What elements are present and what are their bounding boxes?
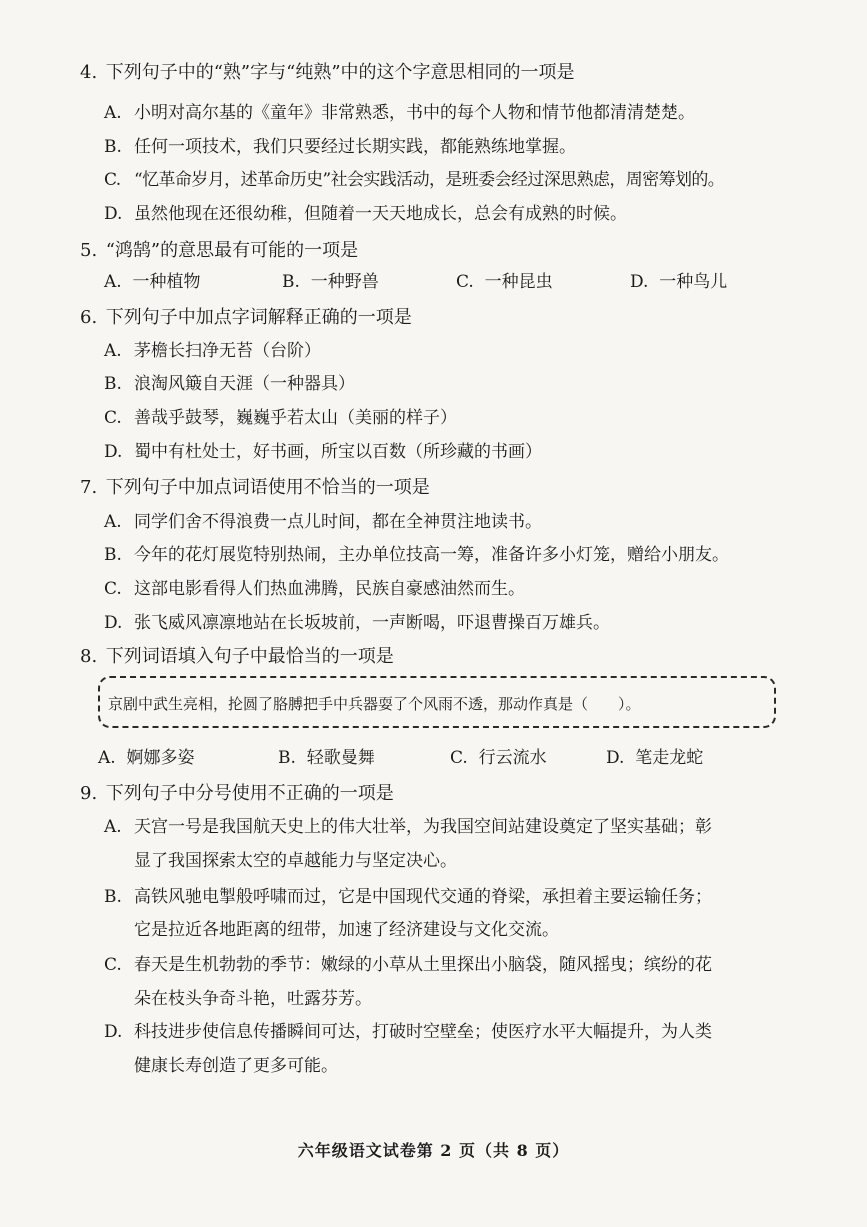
question-4-stem	[80, 60, 800, 86]
question-text: 下列句子中的“熟”字与“纯熟”中的这个字意思相同的一项是	[105, 62, 575, 83]
q8-option-d: D. 笔走龙蛇	[606, 748, 704, 768]
q5-option-d: D. 一种鸟儿	[630, 272, 728, 292]
q6-option-c: C. 善哉乎鼓琴，巍巍乎若太山（美丽的样子）	[104, 408, 457, 428]
q7-option-a: A. 同学们舍不得浪费一点儿时间，都在全神贯注地读书。	[104, 512, 542, 532]
q8-option-c: C. 行云流水	[450, 748, 547, 768]
question-number: 8.	[80, 646, 98, 667]
q9-option-c-line1: C. 春天是生机勃勃的季节：嫩绿的小草从土里探出小脑袋，随风摇曳；缤纷的花	[104, 955, 712, 975]
q5-option-b: B. 一种野兽	[282, 272, 379, 292]
question-text: 下列词语填入句子中最恰当的一项是	[105, 646, 394, 667]
question-9-stem	[80, 781, 800, 807]
q5-option-c: C. 一种昆虫	[456, 272, 553, 292]
q9-option-d-line2: 健康长寿创造了更多可能。	[134, 1056, 338, 1076]
page-footer: 六年级语文试卷第 2 页（共 8 页）	[297, 1141, 570, 1160]
q8-option-b: B. 轻歌曼舞	[278, 748, 375, 768]
q4-option-b: B. 任何一项技术，我们只要经过长期实践，都能熟练地掌握。	[104, 137, 576, 157]
q6-option-a: A. 茅檐长扫净无苔（台阶）	[104, 341, 321, 361]
q6-option-b: B. 浪淘风簸自天涯（一种器具）	[104, 374, 355, 394]
question-text: “鸿鹄”的意思最有可能的一项是	[105, 240, 359, 261]
q9-option-a-line1: A. 天宫一号是我国航天史上的伟大壮举，为我国空间站建设奠定了坚实基础；彰	[104, 817, 712, 837]
question-text: 下列句子中加点词语使用不恰当的一项是	[105, 477, 430, 498]
q7-option-c: C. 这部电影看得人们热血沸腾，民族自豪感油然而生。	[104, 579, 525, 599]
q6-option-d: D. 蜀中有杜处士，好书画，所宝以百数（所珍藏的书画）	[104, 442, 542, 462]
question-text: 下列句子中加点字词解释正确的一项是	[105, 307, 412, 328]
q7-option-d: D. 张飞威风凛凛地站在长坂坡前，一声断喝，吓退曹操百万雄兵。	[104, 613, 610, 633]
q7-option-b: B. 今年的花灯展览特别热闹，主办单位技高一筹，准备许多小灯笼，赠给小朋友。	[104, 545, 729, 565]
question-text: 下列句子中分号使用不正确的一项是	[105, 783, 394, 804]
q9-option-a-line2: 显了我国探索太空的卓越能力与坚定决心。	[134, 851, 457, 871]
question-number: 7.	[80, 477, 98, 498]
question-number: 4.	[80, 62, 98, 83]
q9-option-b-line2: 它是拉近各地距离的纽带，加速了经济建设与文化交流。	[134, 920, 559, 940]
q4-option-d: D. 虽然他现在还很幼稚，但随着一天天地成长，总会有成熟的时候。	[104, 204, 627, 224]
q9-option-b-line1: B. 高铁风驰电掣般呼啸而过，它是中国现代交通的脊梁，承担着主要运输任务；	[104, 887, 712, 907]
question-7-stem	[80, 475, 800, 501]
question-number: 9.	[80, 783, 98, 804]
question-5-stem	[80, 238, 800, 264]
q9-option-c-line2: 朵在枝头争奇斗艳，吐露芬芳。	[134, 989, 372, 1009]
q4-option-a: A. 小明对高尔基的《童年》非常熟悉，书中的每个人物和情节他都清清楚楚。	[104, 103, 695, 123]
q9-option-d-line1: D. 科技进步使信息传播瞬间可达，打破时空壁垒；使医疗水平大幅提升，为人类	[104, 1022, 712, 1042]
q5-option-a: A. 一种植物	[104, 272, 201, 292]
q8-sentence-box: 京剧中武生亮相，抡圆了胳膊把手中兵器耍了个风雨不透，那动作真是（ ）。	[98, 676, 776, 728]
question-6-stem	[80, 305, 800, 331]
q4-option-c: C. “忆革命岁月，述革命历史”社会实践活动，是班委会经过深思熟虑，周密筹划的。	[104, 170, 725, 190]
question-8-stem	[80, 644, 800, 670]
question-number: 5.	[80, 240, 98, 261]
q8-option-a: A. 婀娜多姿	[98, 748, 195, 768]
question-number: 6.	[80, 307, 98, 328]
